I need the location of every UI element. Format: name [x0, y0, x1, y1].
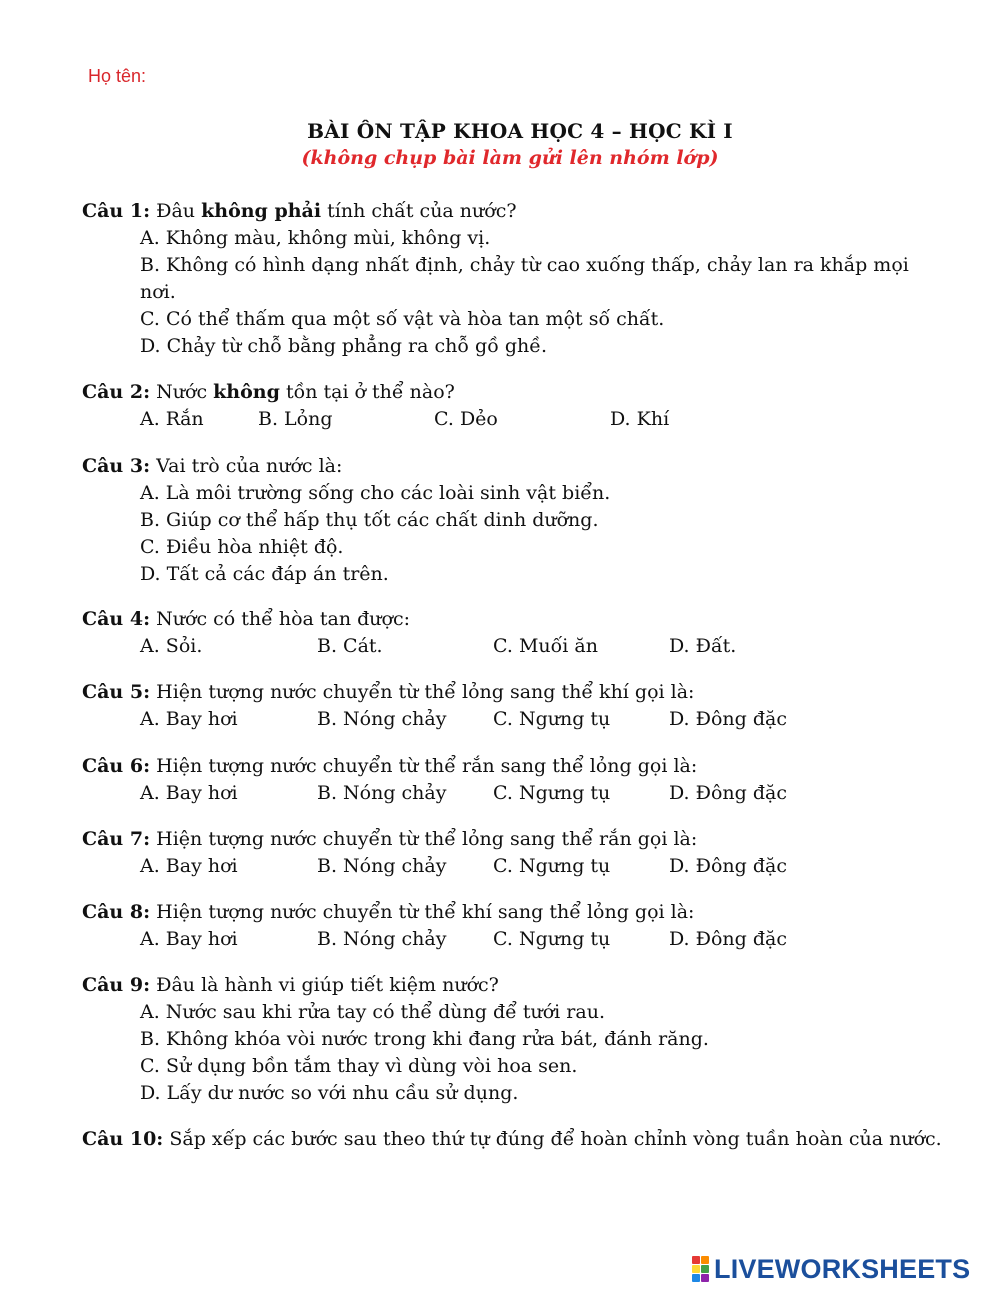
option-d[interactable]: D. Lấy dư nước so với nhu cầu sử dụng. [140, 1082, 519, 1104]
question-10 [82, 1126, 962, 1153]
option-c[interactable]: C. Có thể thấm qua một số vật và hòa tan một số chất. [140, 308, 665, 330]
name-label: Họ tên: [88, 66, 147, 86]
question-stem: Câu 8: Hiện tượng nước chuyển từ thể khí sang thể lỏng gọi là: [82, 901, 695, 923]
logo-tile [701, 1265, 709, 1273]
question-stem: Câu 5: Hiện tượng nước chuyển từ thể lỏng sang thể khí gọi là: [82, 681, 695, 703]
logo-tile [692, 1256, 700, 1264]
logo-tile [701, 1274, 709, 1282]
question-label: Câu 4: [82, 608, 151, 630]
option-b[interactable]: B. Không khóa vòi nước trong khi đang rửa bát, đánh răng. [140, 1028, 709, 1050]
option-a[interactable]: A. Bay hơi [140, 855, 238, 877]
option-d[interactable]: D. Chảy từ chỗ bằng phẳng ra chỗ gồ ghề. [140, 335, 548, 357]
option-b[interactable]: B. Lỏng [258, 408, 333, 430]
question-stem: Câu 10: Sắp xếp các bước sau theo thứ tự đúng để hoàn chỉnh vòng tuần hoàn của nước. [82, 1128, 942, 1150]
logo-text: LIVEWORKSHEETS [714, 1253, 971, 1284]
option-b[interactable]: B. Nóng chảy [317, 855, 447, 877]
question-stem: Câu 3: Vai trò của nước là: [82, 455, 343, 477]
liveworksheets-logo-icon [692, 1256, 710, 1282]
question-label: Câu 3: [82, 455, 151, 477]
question-4 [82, 606, 962, 660]
liveworksheets-logo[interactable] [692, 1254, 970, 1284]
option-c[interactable]: C. Ngưng tụ [493, 928, 611, 950]
option-a[interactable]: A. Không màu, không mùi, không vị. [140, 227, 491, 249]
option-a[interactable]: A. Sỏi. [140, 635, 203, 657]
emphasis: không [213, 381, 280, 403]
option-b[interactable]: B. Nóng chảy [317, 708, 447, 730]
logo-tile [692, 1274, 700, 1282]
option-c[interactable]: C. Ngưng tụ [493, 782, 611, 804]
question-9 [82, 972, 962, 1107]
option-b[interactable]: B. Nóng chảy [317, 928, 447, 950]
page-subtitle: (không chụp bài làm gửi lên nhóm lớp) [301, 147, 719, 169]
question-label: Câu 10: [82, 1128, 164, 1150]
option-d[interactable]: D. Đông đặc [669, 928, 787, 950]
question-label: Câu 2: [82, 381, 151, 403]
option-d[interactable]: D. Đông đặc [669, 782, 787, 804]
option-b[interactable]: B. Nóng chảy [317, 782, 447, 804]
question-2 [82, 379, 962, 433]
option-d[interactable]: D. Khí [610, 408, 670, 430]
question-label: Câu 6: [82, 755, 151, 777]
option-b[interactable]: B. Giúp cơ thể hấp thụ tốt các chất dinh dưỡng. [140, 509, 599, 531]
page-title: BÀI ÔN TẬP KHOA HỌC 4 – HỌC KÌ I [307, 119, 733, 143]
option-c[interactable]: C. Ngưng tụ [493, 855, 611, 877]
option-d[interactable]: D. Tất cả các đáp án trên. [140, 563, 389, 585]
option-c[interactable]: C. Muối ăn [493, 635, 598, 657]
option-d[interactable]: D. Đông đặc [669, 855, 787, 877]
option-a[interactable]: A. Bay hơi [140, 782, 238, 804]
option-b[interactable]: B. Không có hình dạng nhất định, chảy từ cao xuống thấp, chảy lan ra khắp mọi [140, 254, 909, 276]
question-label: Câu 8: [82, 901, 151, 923]
emphasis: không phải [201, 200, 322, 222]
option-a[interactable]: A. Là môi trường sống cho các loài sinh vật biển. [140, 482, 611, 504]
option-a[interactable]: A. Bay hơi [140, 708, 238, 730]
option-c[interactable]: C. Sử dụng bồn tắm thay vì dùng vòi hoa sen. [140, 1055, 578, 1077]
question-stem: Câu 4: Nước có thể hòa tan được: [82, 608, 411, 630]
option-d[interactable]: D. Đông đặc [669, 708, 787, 730]
option-a[interactable]: A. Nước sau khi rửa tay có thể dùng để tưới rau. [140, 1001, 605, 1023]
question-3 [82, 453, 962, 588]
question-label: Câu 9: [82, 974, 151, 996]
option-c[interactable]: C. Điều hòa nhiệt độ. [140, 536, 344, 558]
question-stem: Câu 7: Hiện tượng nước chuyển từ thể lỏng sang thể rắn gọi là: [82, 828, 698, 850]
logo-tile [701, 1256, 709, 1264]
question-7 [82, 826, 962, 880]
option-b[interactable]: B. Cát. [317, 635, 383, 657]
option-d[interactable]: D. Đất. [669, 635, 737, 657]
option-c[interactable]: C. Ngưng tụ [493, 708, 611, 730]
question-stem: Câu 1: Đâu không phải tính chất của nước? [82, 200, 517, 222]
logo-tile [692, 1265, 700, 1273]
question-5 [82, 679, 962, 733]
question-stem: Câu 2: Nước không tồn tại ở thể nào? [82, 381, 455, 403]
question-stem: Câu 9: Đâu là hành vi giúp tiết kiệm nước? [82, 974, 499, 996]
option-b-cont: nơi. [140, 281, 176, 303]
question-stem: Câu 6: Hiện tượng nước chuyển từ thể rắn sang thể lỏng gọi là: [82, 755, 698, 777]
option-a[interactable]: A. Bay hơi [140, 928, 238, 950]
question-8 [82, 899, 962, 953]
question-1 [82, 198, 962, 360]
option-c[interactable]: C. Dẻo [434, 408, 498, 430]
question-label: Câu 1: [82, 200, 151, 222]
question-label: Câu 7: [82, 828, 151, 850]
option-a[interactable]: A. Rắn [140, 408, 204, 430]
question-6 [82, 753, 962, 807]
question-label: Câu 5: [82, 681, 151, 703]
